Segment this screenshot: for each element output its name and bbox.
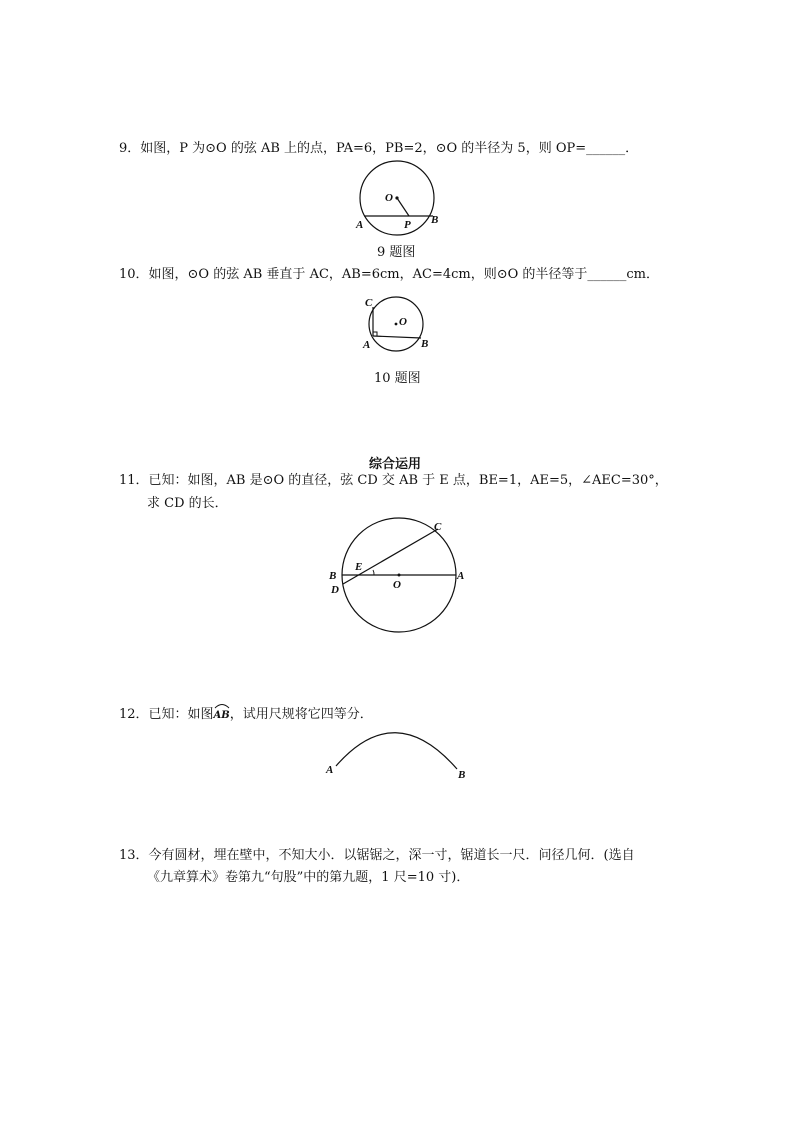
- right-angle-mark: [373, 332, 377, 336]
- figure-10: [358, 294, 438, 354]
- label-a: A: [326, 764, 334, 776]
- label-o: O: [393, 579, 401, 591]
- figure-10-caption: 10 题图: [374, 371, 421, 386]
- figure-9-caption: 9 题图: [377, 245, 416, 260]
- figure-11: [325, 516, 475, 636]
- question-13-line-1: 13．今有圆材，埋在壁中，不知大小．以锯锯之，深一寸，锯道长一尺．问径几何．(选自: [119, 848, 635, 863]
- chord-cd: [343, 529, 438, 584]
- label-e: E: [355, 561, 363, 573]
- label-d: D: [331, 584, 339, 596]
- arc-ab: [336, 733, 457, 769]
- figure-9: [340, 160, 450, 238]
- label-p: P: [404, 219, 411, 231]
- angle-mark: [373, 570, 374, 575]
- label-b: B: [431, 214, 439, 226]
- center-point-o: [398, 574, 401, 577]
- arc-ab-symbol: [214, 704, 230, 724]
- label-a: A: [457, 570, 465, 582]
- question-12-suffix: ，试用尺规将它四等分．: [229, 707, 373, 722]
- label-c: C: [434, 521, 442, 533]
- segment-op: [397, 198, 409, 216]
- label-a: A: [356, 219, 364, 231]
- figure-12: [320, 722, 475, 784]
- label-c: C: [365, 297, 373, 309]
- question-12-prefix: 12．已知：如图: [119, 707, 214, 722]
- question-10-text: 10．如图，⊙O 的弦 AB 垂直于 AC，AB=6cm，AC=4cm，则⊙O 的半径等于______cm．: [119, 267, 660, 282]
- label-b: B: [329, 570, 337, 582]
- label-a: A: [363, 339, 371, 351]
- arc-overline-icon: [214, 703, 230, 709]
- question-9-text: 9．如图，P 为⊙O 的弦 AB 上的点，PA=6，PB=2，⊙O 的半径为 5，则 OP=______．: [119, 141, 639, 156]
- question-13-line-2: 《九章算术》卷第九“句股”中的第九题，1 尺=10 寸)．: [147, 870, 470, 885]
- chord-ab: [373, 336, 421, 338]
- label-b: B: [421, 338, 429, 350]
- section-title: 综合运用: [369, 457, 422, 472]
- center-point-o: [395, 196, 398, 199]
- question-12-text: [119, 704, 373, 724]
- label-o: O: [399, 316, 407, 328]
- arc-ab-label: AB: [213, 710, 230, 721]
- label-o: O: [385, 192, 393, 204]
- label-b: B: [458, 769, 466, 781]
- center-point-o: [395, 323, 398, 326]
- question-11-line-1: 11．已知：如图，AB 是⊙O 的直径，弦 CD 交 AB 于 E 点，BE=1，AE=5，∠AEC=30°，: [119, 473, 668, 488]
- question-11-line-2: 求 CD 的长．: [147, 496, 228, 511]
